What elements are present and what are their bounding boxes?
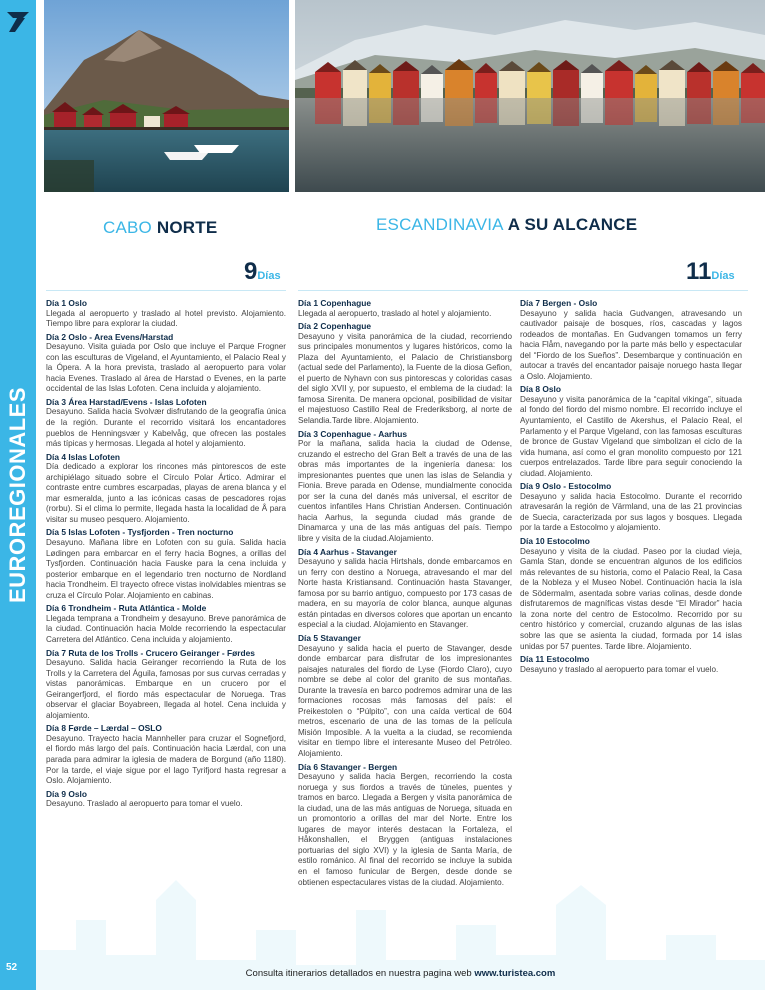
day-title: Día 2 Oslo - Area Evens/Harstad: [46, 331, 174, 342]
itinerary-day: [298, 547, 512, 631]
day-description: Desayuno y visita panorámica de la “capital vikinga”, situada al fondo del fiordo del mismo nombre. El recorrido incluye el Ayuntamiento, el Castillo de Akershus, el Palacio Real, el Parlamento y el Parque Vigeland, con las famosas esculturas de bronce de Gustav Vigeland que simbolizan el ciclo de la vida humana, así como el gran monolito compuesto por 121 cuerpos entrelazados. Tarde libre para seguir conociendo la ciudad. Alojamiento.: [520, 394, 742, 478]
title-bold: A SU ALCANCE: [507, 215, 638, 234]
itinerary-day: [46, 789, 286, 810]
day-description: Por la mañana, salida hacia la ciudad de Odense, cruzando el estrecho del Gran Belt a través de una de las obras más importantes de la ingeniería danesa: los impresionantes puentes que unen las islas de Selandia y Fionia. Breve parada en Odense, mundialmente conocida por ser la cuna del danés más universal, el escritor de cuentos infantiles Hans Christian Andersen. Continuación hacia Aarhus, la segunda ciudad más grande de Dinamarca y una de las más antiguas del país. Tiempo libre y visita de la ciudad.Alojamiento.: [298, 439, 512, 544]
itinerary-day: [520, 384, 742, 479]
day-title: Día 6 Stavanger - Bergen: [298, 761, 398, 772]
cabo-norte-itinerary: [46, 298, 286, 812]
itinerary-day: [298, 429, 512, 545]
escandinavia-itinerary-part1: [298, 298, 512, 890]
day-description: Desayuno. Salida hacia Svolvær disfrutando de la geografía única de la región. Durante el recorrido visitará los encantadores pueblos de Henningsvær y Kabelvåg, que ofrecen las postales más típicas y hermosas. Llegada al hotel y alojamiento.: [46, 407, 286, 449]
itinerary-day: [46, 723, 286, 786]
itinerary-day: [520, 298, 742, 382]
cabo-norte-days: [244, 258, 281, 286]
day-title: Día 1 Copenhague: [298, 298, 372, 308]
day-description: Día dedicado a explorar los rincones más pintorescos de este archipiélago situado sobre el Círculo Polar Ártico. Admirar el contraste entre cumbres escarpadas, playas de arena blanca y el mar esmeralda, junto a las icónicas casas de pescadores rojas (rorbu). Si el clima lo permite, llegada hasta la localidad de Å para visitar su museo pesquero. Alojamiento.: [46, 462, 286, 524]
day-title: Día 5 Stavanger: [298, 632, 361, 643]
divider-right: [298, 290, 748, 291]
days-number: 9: [244, 258, 258, 285]
lofoten-photo: [44, 0, 289, 192]
day-title: Día 11 Estocolmo: [520, 654, 590, 665]
bergen-photo: [295, 0, 765, 192]
day-title: Día 4 Islas Lofoten: [46, 451, 120, 462]
section-vertical-title: EUROREGIONALES: [5, 386, 30, 604]
day-description: Desayuno. Traslado al aeropuerto para tomar el vuelo.: [46, 799, 243, 809]
title-light: CABO: [103, 218, 157, 237]
day-description: Desayuno y salida hacia Bergen, recorriendo la costa noruega y sus fiordos a través de túneles, puentes y tramos en barco. Llegada a Bergen y visita panorámica de la ciudad, una de las más antiguas de Noruega, situada en un promontorio a orillas del mar del Norte. Entre los lugares de mayor interés destacan la Fortaleza, el Håkonshallen, el Bryggen (antiguas instalaciones portuarias del siglo XVI) y la iglesia de Santa María, de estilo románico. Al final del recorrido se incluye la subida en el famoso funicular de Bergen, desde donde se obtienen espectaculares vistas de la ciudad. Alojamiento.: [298, 772, 512, 887]
brand-logo-icon: [3, 6, 33, 36]
footer-text: Consulta itinerarios detallados en nuestra pagina web: [245, 968, 475, 979]
day-title: Día 4 Aarhus - Stavanger: [298, 546, 397, 557]
day-description: Desayuno y salida hacia el puerto de Stavanger, desde donde embarcar para disfrutar de los impresionantes paisajes naturales del fiordo de Lyse (Fiordo Claro), cuyo nombre se debe al color del granito de sus montañas. Durante la travesía en barco podremos admirar una de las formaciones rocosas más famosas del país: el Preikestolen o “Púlpito”, con una caída vertical de 604 metros, escenario de una de las tomas de la película Misión Imposible. A la vuelta a la ciudad, se recomienda visitar en tiempo libre el interesante Museo del Petróleo. Alojamiento.: [298, 643, 512, 758]
day-title: Día 7 Ruta de los Trolls - Crucero Geiranger - Førdes: [46, 647, 255, 658]
itinerary-day: [298, 633, 512, 760]
day-title: Día 1 Oslo: [46, 298, 87, 308]
days-unit: Días: [711, 270, 735, 282]
day-title: Día 10 Estocolmo: [520, 536, 590, 547]
itinerary-day: [520, 654, 742, 675]
itinerary-day: [520, 481, 742, 534]
day-description: Llegada temprana a Trondheim y desayuno. Breve panorámica de la ciudad. Continuación hacia Molde recorriendo la espectacular Carretera del Atlántico. Cena incluida y alojamiento.: [46, 613, 286, 644]
day-description: Desayuno y salida hacia Gudvangen, atravesando un cautivador paisaje de bosques, ríos, cascadas y lagos rodeados de montañas. En Gudvangen tomamos un ferry hacia Flåm, navegando por la parte más bello y espectacular del “Fiordo de los Sueños”. Desembarque y continuación en autocar a través del encantador paisaje noruego hasta llegar a Oslo. Alojamiento.: [520, 308, 742, 381]
day-title: Día 5 Islas Lofoten - Tysfjorden - Tren nocturno: [46, 527, 234, 538]
day-title: Día 9 Oslo - Estocolmo: [520, 481, 612, 492]
days-unit: Días: [257, 270, 281, 282]
escandinavia-itinerary-part2: [520, 298, 742, 677]
day-description: Desayuno y salida hacia Estocolmo. Durante el recorrido atravesarán la región de Värmland, una de las 21 provincias de Suecia, caracterizada por sus lagos y bosques. Llegada por la tarde a Estocolmo y alojamiento.: [520, 491, 742, 533]
day-description: Desayuno y salida hacia Hirtshals, donde embarcamos en un ferry con destino a Noruega, atravesando el mar del Norte hasta Kristiansand. Continuación hasta Stavanger, famosa por su barrio antiguo, compuesto por 173 casas de madera, en su mayoría de color blanca, aunque algunas están pintadas en diversos colores que aportan un encanto especial a la ciudad. Alojamiento en Stavanger.: [298, 557, 512, 630]
day-title: Día 3 Área Harstad/Evens - Islas Lofoten: [46, 396, 207, 407]
day-title: Día 9 Oslo: [46, 788, 87, 799]
day-description: Desayuno. Salida hacia Geiranger recorriendo la Ruta de los Trolls y la Carretera del Águila, famosas por sus curvas cerradas y vistas panorámicas. Embarque en un crucero por el Geirangerfjord, el fiordo más espectacular de Noruega. Tras observar el glaciar Boyabreen, llegada al hotel. Cena incluida y alojamiento.: [46, 658, 286, 720]
itinerary-day: [520, 536, 742, 652]
title-bold: NORTE: [156, 218, 218, 237]
day-description: Llegada al aeropuerto, traslado al hotel y alojamiento.: [298, 308, 492, 318]
day-description: Desayuno. Mañana libre en Lofoten con su guía. Salida hacia Lødingen para embarcar en el ferry hacia Bognes, a orillas del Tysfjorden. Continuación hacia Fauske para la cena incluida y posterior embarque en el legendario tren nocturno de Nordland hacia Trondheim. El trayecto ofrece vistas inolvidables mientras se cruza el Círculo Polar. Alojamiento en cabinas.: [46, 538, 286, 600]
page-number: 52: [6, 962, 18, 973]
website-link[interactable]: www.turistea.com: [474, 968, 556, 979]
day-description: Desayuno y visita de la ciudad. Paseo por la ciudad vieja, Gamla Stan, donde se encuentran algunos de los edificios más relevantes de su historia, como el Palacio Real, la Casa de la Nobleza y el Museo Nobel. Continuación hacia la isla de Södermalm, asentada sobre varias colinas, desde donde disfrutaremos de magníficas vistas desde “El Mirador” hacia la zona norte del centro de Estocolmo. Recorrido por su centro histórico y comercial, cruzando algunas de las islas sobre las que se asienta la ciudad, formada por 14 islas unidas por 57 puentes. Tarde libre. Alojamiento.: [520, 546, 742, 651]
footer: [36, 968, 765, 979]
day-description: Desayuno y traslado al aeropuerto para tomar el vuelo.: [520, 664, 719, 674]
day-title: Día 3 Copenhague - Aarhus: [298, 428, 408, 439]
day-description: Desayuno y visita panorámica de la ciudad, recorriendo sus principales monumentos y lugares históricos, como la Plaza del Ayuntamiento, el Palacio de Christiansborg (actual sede del Parlamento), la Fuente de la diosa Gefion, el puerto de Nyhavn con sus pintorescas y coloridas casas del siglo XVII y, por supuesto, el emblema de la ciudad: la famosa Sirenita. De manera opcional, posibilidad de visitar el majestuoso Castillo Real de Frederiksborg, al norte de Selandia.Tarde libre. Alojamiento.: [298, 331, 512, 426]
day-title: Día 6 Trondheim - Ruta Atlántica - Molde: [46, 603, 207, 614]
itinerary-day: [298, 321, 512, 426]
itinerary-day: [46, 298, 286, 330]
day-description: Desayuno. Visita guiada por Oslo que incluye el Parque Frogner con las esculturas de Vigeland, el Ayuntamiento, el Palacio Real y la Ópera. A la hora prevista, traslado al aeropuerto para volar hacia Evenes. Traslado al área de Harstad o Evenes, en la parte occidental de las Islas Lofoten. Cena incluida y alojamiento.: [46, 342, 286, 394]
day-description: Desayuno. Trayecto hacia Mannheller para cruzar el Sognefjord, el fiordo más largo del país. Continuación hacia Lærdal, con una parada para admirar la iglesia de madera de Borgund (año 1180). Por la tarde, el viaje sigue por el lago Tyrifjord hasta regresar a Oslo. Alojamiento.: [46, 733, 286, 786]
day-title: Día 7 Bergen - Oslo: [520, 298, 598, 308]
itinerary-day: [298, 298, 512, 319]
day-title: Día 8 Førde – Lærdal – OSLO: [46, 723, 162, 734]
divider-left: [46, 290, 286, 291]
escandinavia-days: [686, 258, 735, 286]
itinerary-day: [46, 332, 286, 395]
itinerary-day: [46, 527, 286, 601]
days-number: 11: [686, 258, 712, 285]
title-light: ESCANDINAVIA: [376, 215, 508, 234]
day-description: Llegada al aeropuerto y traslado al hotel previsto. Alojamiento. Tiempo libre para explorar la ciudad.: [46, 308, 286, 329]
cabo-norte-title: [103, 218, 217, 238]
itinerary-day: [46, 397, 286, 450]
itinerary-day: [46, 603, 286, 645]
itinerary-day: [46, 648, 286, 722]
sidebar: [0, 0, 36, 990]
escandinavia-title: [376, 215, 637, 235]
day-title: Día 8 Oslo: [520, 384, 561, 395]
itinerary-day: [46, 452, 286, 526]
day-title: Día 2 Copenhague: [298, 321, 372, 332]
